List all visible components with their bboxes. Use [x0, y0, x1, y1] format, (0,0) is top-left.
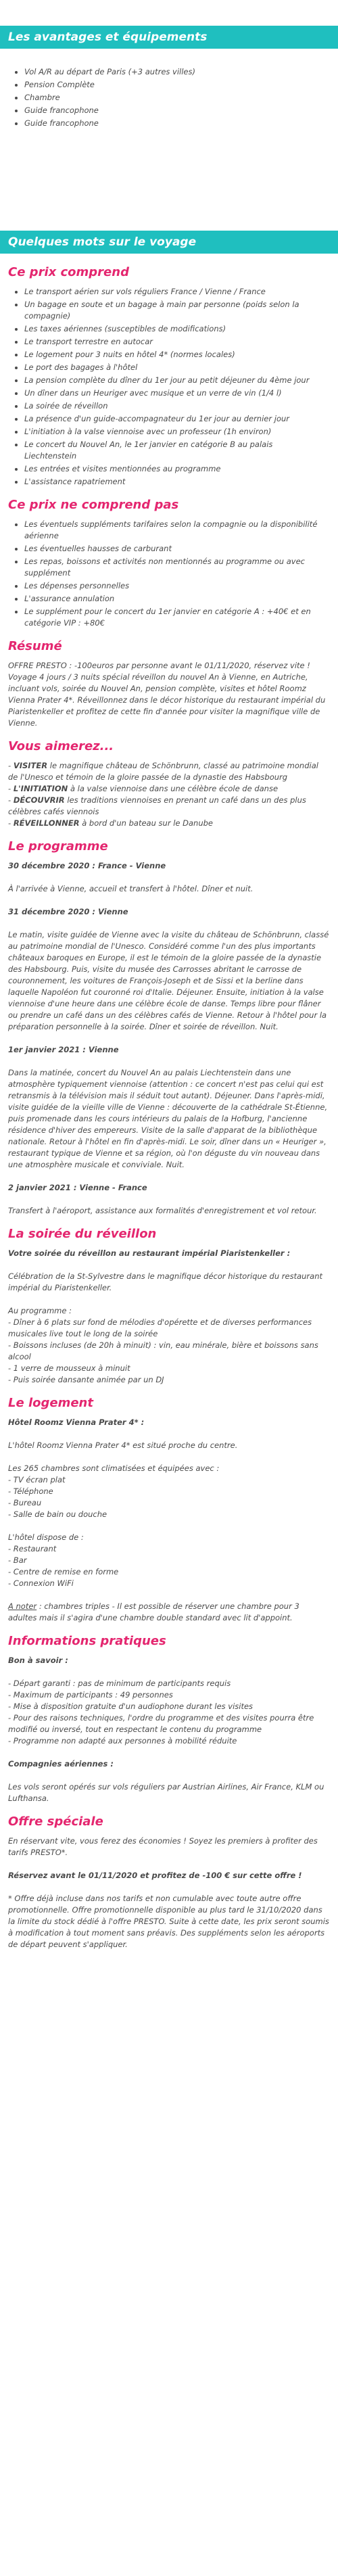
list-item: • Le supplément pour le concert du 1er janvier en catégorie A : +40€ et en catégorie VIP : +80€ — [24, 606, 327, 629]
list-item: • Les taxes aériennes (susceptibles de modifications) — [24, 323, 327, 335]
advantages-banner: Les avantages et équipements — [0, 26, 338, 49]
included-heading: Ce prix comprend — [8, 265, 129, 279]
list-item: • L'assurance annulation — [24, 593, 327, 605]
advantages-list — [0, 66, 338, 129]
offer-intro: En réservant vite, vous ferez des économies ! Soyez les premiers à profiter des tarifs PRESTO*. — [8, 1836, 318, 1857]
day-title: 30 décembre 2020 : France - Vienne — [8, 861, 166, 870]
list-item: • Guide francophone — [24, 118, 327, 129]
eve-heading: La soirée du réveillon — [8, 1227, 157, 1241]
program-heading: Le programme — [8, 839, 108, 853]
wish-item: - RÉVEILLONNER à bord d'un bateau sur le Danube — [8, 818, 213, 828]
day-text: Le matin, visite guidée de Vienne avec la visite du château de Schönbrunn, classé au patrimoine mondial de l'Unesco. Considéré comme l'un des plus importants châteaux baroques en Europe, il est le témoin de la gloire passée de la dynastie des Habsbourg. Puis, visite du musée des Carrosses abritant le carrosse de couronnement, les voitures de François-Joseph et de Sissi et la berline dans laquelle Napoléon fut couronné roi d'Italie. Déjeuner. Ensuite, initiation à la valse viennoise d'une heure dans une célèbre école de danse. Temps libre pour flâner ou prendre un café dans un des célèbres cafés de Vienne. Retour à l'hôtel pour la préparation personnelle à la soirée. Dîner et soirée de réveillon. Nuit. — [8, 930, 329, 1031]
not-included-heading: Ce prix ne comprend pas — [8, 498, 179, 512]
wish-item: - VISITER le magnifique château de Schönbrunn, classé au patrimoine mondial de l'Unesco et témoin de la gloire passée de la dynastie des Habsbourg — [8, 761, 318, 782]
room-feature: - TV écran plat — [8, 1475, 66, 1484]
hotel-intro: L'hôtel Roomz Vienna Prater 4* est situé proche du centre. — [8, 1441, 238, 1450]
summary-heading: Résumé — [8, 639, 62, 653]
eve-line: - Boissons incluses (de 20h à minuit) : vin, eau minérale, bière et boissons sans alcool — [8, 1340, 318, 1361]
day-title: 2 janvier 2021 : Vienne - France — [8, 1183, 147, 1192]
day-text: Transfert à l'aéroport, assistance aux formalités d'enregistrement et vol retour. — [8, 1206, 317, 1215]
day-title: 31 décembre 2020 : Vienne — [8, 907, 128, 916]
list-item: • Le transport aérien sur vols réguliers France / Vienne / France — [24, 286, 327, 298]
offer-heading: Offre spéciale — [8, 1814, 103, 1829]
list-item: • La soirée de réveillon — [24, 400, 327, 412]
list-item: • Le logement pour 3 nuits en hôtel 4* (normes locales) — [24, 349, 327, 360]
about-banner: Quelques mots sur le voyage — [0, 231, 338, 254]
list-item: • Les éventuels suppléments tarifaires selon la compagnie ou la disponibilité aérienne — [24, 519, 327, 542]
summary-text: OFFRE PRESTO : -100euros par personne avant le 01/11/2020, réservez vite ! Voyage 4 jours / 3 nuits spécial réveillon du nouvel An à Vienne, en Autriche, incluant vols, soirée du Nouvel An, pension complète, visites et hôtel Roomz Vienna Prater 4*. Réveillonnez dans le décor historique du restaurant impérial du Piaristenkeller et profitez de cette fin d'année pour visiter la magnifique ville de Vienne. — [8, 661, 326, 728]
airlines-text: Les vols seront opérés sur vols réguliers par Austrian Airlines, Air France, KLM ou Lufthansa. — [8, 1782, 324, 1803]
eve-program-label: Au programme : — [8, 1306, 72, 1315]
list-item: • L'assistance rapatriement — [24, 476, 327, 488]
list-item: • Pension Complète — [24, 79, 327, 91]
info-line: - Pour des raisons techniques, l'ordre du programme et des visites pourra être modifié ou inversé, tout en respectant le contenu du programme — [8, 1713, 314, 1734]
hotel-facility: - Restaurant — [8, 1544, 57, 1553]
room-feature: - Téléphone — [8, 1486, 53, 1496]
offer-footnote: * Offre déjà incluse dans nos tarifs et non cumulable avec toute autre offre promotionnelle. Offre promotionnelle disponible au plus tard le 31/10/2020 dans la limite du stock dédié à l'offre PRESTO. Suite à cette date, les prix seront soumis à modification à tout moment sans préavis. Des suppléments selon les aéroports de départ peuvent s'appliquer. — [8, 1894, 329, 1949]
list-item: • Les repas, boissons et activités non mentionnés au programme ou avec supplément — [24, 556, 327, 579]
list-item: • Un dîner dans un Heuriger avec musique et un verre de vin (1/4 l) — [24, 388, 327, 399]
list-item: • Le transport terrestre en autocar — [24, 336, 327, 348]
airlines-label: Compagnies aériennes : — [8, 1759, 114, 1769]
not-included-list — [0, 519, 338, 629]
info-subtitle: Bon à savoir : — [8, 1656, 68, 1665]
eve-intro: Célébration de la St-Sylvestre dans le magnifique décor historique du restaurant impérial du Piaristenkeller. — [8, 1271, 322, 1292]
list-item: • Le concert du Nouvel An, le 1er janvier en catégorie B au palais Liechtenstein — [24, 439, 327, 462]
day-text: Dans la matinée, concert du Nouvel An au palais Liechtenstein dans une atmosphère typiquement viennoise (attention : ce concert n'est pas celui qui est retransmis à la télévision mais il séduit tout autant). Déjeuner. Dans l'après-midi, visite guidée de la vieille ville de Vienne : découverte de la cathédrale St-Étienne, puis promenade dans les cours intérieurs du palais de la Hofburg, l'ancienne résidence d'hiver des empereurs. Visite de la salle d'apparat de la bibliothèque nationale. Retour à l'hôtel en fin d'après-midi. Le soir, dîner dans un « Heuriger », restaurant typique de Vienne et sa région, où l'on déguste du vin nouveau dans une atmosphère musicale et conviviale. Nuit. — [8, 1068, 328, 1169]
day-text: À l'arrivée à Vienne, accueil et transfert à l'hôtel. Dîner et nuit. — [8, 884, 254, 893]
wish-heading: Vous aimerez... — [8, 739, 114, 753]
info-line: - Programme non adapté aux personnes à mobilité réduite — [8, 1736, 237, 1746]
hotel-facility: - Connexion WiFi — [8, 1578, 74, 1588]
wish-item: - DÉCOUVRIR les traditions viennoises en prenant un café dans un des plus célèbres cafés viennois — [8, 795, 306, 816]
info-line: - Départ garanti : pas de minimum de participants requis — [8, 1679, 231, 1688]
lodging-note: A noter : chambres triples - Il est possible de réserver une chambre pour 3 adultes mais il s'agira d'une chambre double standard avec lit d'appoint. — [8, 1601, 299, 1622]
info-heading: Informations pratiques — [8, 1634, 166, 1648]
list-item: • Guide francophone — [24, 105, 327, 116]
hotel-name: Hôtel Roomz Vienna Prater 4* : — [8, 1418, 145, 1427]
info-line: - Maximum de participants : 49 personnes — [8, 1690, 173, 1700]
hotel-facility: - Centre de remise en forme — [8, 1567, 119, 1576]
hotel-facilities-intro: L'hôtel dispose de : — [8, 1532, 84, 1542]
wish-item: - L'INITIATION à la valse viennoise dans une célèbre école de danse — [8, 784, 279, 793]
list-item: • Les entrées et visites mentionnées au programme — [24, 463, 327, 475]
room-feature: - Bureau — [8, 1498, 42, 1507]
list-item: • Les éventuelles hausses de carburant — [24, 543, 327, 555]
list-item: • Le port des bagages à l'hôtel — [24, 362, 327, 373]
list-item: • La pension complète du dîner du 1er jour au petit déjeuner du 4ème jour — [24, 375, 327, 386]
eve-subtitle: Votre soirée du réveillon au restaurant impérial Piaristenkeller : — [8, 1248, 291, 1258]
rooms-intro: Les 265 chambres sont climatisées et équipées avec : — [8, 1463, 220, 1473]
eve-line: - Puis soirée dansante animée par un DJ — [8, 1375, 164, 1384]
list-item: • Les dépenses personnelles — [24, 580, 327, 592]
included-list — [0, 286, 338, 488]
list-item: • Chambre — [24, 92, 327, 103]
lodging-heading: Le logement — [8, 1396, 93, 1410]
eve-line: - Dîner à 6 plats sur fond de mélodies d'opérette et de diverses performances musicales live tout le long de la soirée — [8, 1317, 312, 1338]
list-item: • Un bagage en soute et un bagage à main par personne (poids selon la compagnie) — [24, 299, 327, 322]
offer-highlight: Réservez avant le 01/11/2020 et profitez de -100 € sur cette offre ! — [8, 1871, 302, 1880]
hotel-facility: - Bar — [8, 1555, 27, 1565]
day-title: 1er janvier 2021 : Vienne — [8, 1045, 119, 1054]
list-item: • La présence d'un guide-accompagnateur du 1er jour au dernier jour — [24, 413, 327, 425]
list-item: • Vol A/R au départ de Paris (+3 autres villes) — [24, 66, 327, 78]
eve-line: - 1 verre de mousseux à minuit — [8, 1363, 130, 1373]
list-item: • L'initiation à la valse viennoise avec un professeur (1h environ) — [24, 426, 327, 438]
room-feature: - Salle de bain ou douche — [8, 1509, 107, 1519]
info-line: - Mise à disposition gratuite d'un audiophone durant les visites — [8, 1702, 254, 1711]
